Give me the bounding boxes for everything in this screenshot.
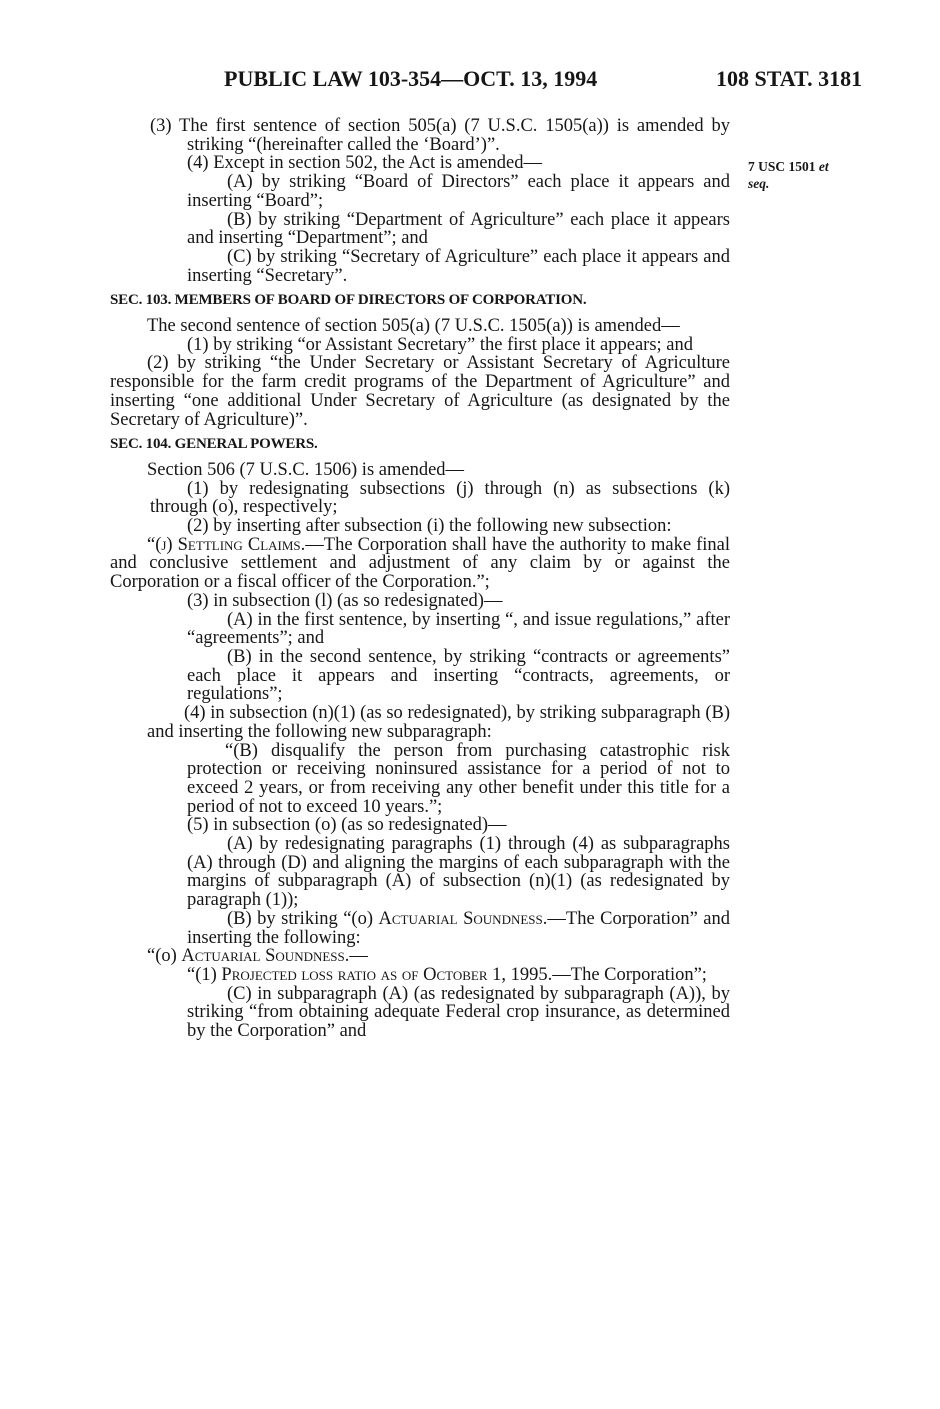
subparagraph-c: (C) by striking “Secretary of Agriculture” each place it appears and inserting “Secretary”. [187,246,730,286]
actuarial-lead: “(o) [147,946,182,967]
settling-claims-text: —The Corporation shall have the authority to make final and conclusive settlement and adjustment of any claim by or against the Corporation or a fiscal officer of the Corporation.”; [110,534,730,593]
section-104-item-2: (2) by inserting after subsection (i) the following new subsection: [187,516,672,537]
projected-loss-ratio [110,966,730,985]
projected-smallcaps: Projected loss ratio as of October 1, 1995 [221,964,548,985]
projected-lead: “(1) [187,964,222,985]
margin-citation [748,158,868,192]
section-103-item-2: (2) by striking “the Under Secretary or Assistant Secretary of Agriculture responsible for the farm credit programs of the Department of Agriculture” and inserting “one additional Under Secretary of Agriculture (as designated by the Secretary of Agriculture)”. [110,353,730,430]
paragraph-3: (3) The first sentence of section 505(a) (7 U.S.C. 1505(a)) is amended by striking “(hereinafter called the ‘Board’)”. [150,116,730,155]
actuarial-smallcaps: Actuarial Soundness [181,946,345,967]
section-103-item-1: (1) by striking “or Assistant Secretary” the first place it appears; and [187,334,694,355]
item-5-subparagraph-b [110,910,730,947]
quoted-subparagraph-b: “(B) disqualify the person from purchasing catastrophic risk protection or receiving noninsured assistance for a period of not to exceed 2 years, or from receiving any other benefit under this title for a period of not to exceed 10 years.”; [187,740,730,817]
section-103-heading: SEC. 103. MEMBERS OF BOARD OF DIRECTORS OF CORPORATION. [110,292,587,309]
actuarial-soundness-heading [110,947,730,966]
item-5-b-smallcaps: Actuarial Soundness [378,908,543,929]
item-5-b-tail: .—The Corporation” and inserting the following: [187,908,730,948]
body-text [110,117,730,1041]
item-3-subparagraph-a: (A) in the first sentence, by inserting “, and issue regulations,” after “agreements”; and [187,609,730,649]
statute-page-number: 108 STAT. 3181 [716,66,863,91]
actuarial-tail: .— [344,946,368,967]
margin-citation-seq: seq. [748,176,770,191]
item-5-b-lead: (B) by striking “(o) [227,908,379,929]
settling-claims-paragraph [110,536,730,592]
subparagraph-a: (A) by striking “Board of Directors” each place it appears and inserting “Board”; [187,172,730,211]
section-104-item-1: (1) by redesignating subsections (j) through (n) as subsections (k) through (o), respectively; [150,478,730,518]
item-3-subparagraph-b: (B) in the second sentence, by striking “contracts or agreements” each place it appears and inserting “contracts, agreements, or regulations”; [187,646,730,705]
section-103-intro: The second sentence of section 505(a) (7 U.S.C. 1505(a)) is amended— [147,316,680,337]
item-5-subparagraph-a: (A) by redesignating paragraphs (1) through (4) as subparagraphs (A) through (D) and aligning the margins of each subparagraph with the margins of subparagraph (A) of subsection (n)(1) (as redesignated by paragraph (1)); [187,834,730,911]
section-104-item-3: (3) in subsection (l) (as so redesignated)— [187,590,503,611]
settling-claims-heading: “(j) Settling Claims. [147,534,306,555]
section-104-heading: SEC. 104. GENERAL POWERS. [110,436,318,453]
section-104-intro: Section 506 (7 U.S.C. 1506) is amended— [147,459,465,480]
margin-citation-et: et [818,159,829,174]
paragraph-4: (4) Except in section 502, the Act is amended— [187,153,543,174]
page-header [0,66,940,96]
subparagraph-b: (B) by striking “Department of Agriculture” each place it appears and inserting “Department”; and [187,209,730,249]
section-104-item-4: (4) in subsection (n)(1) (as so redesignated), by striking subparagraph (B) and inserting the following new subparagraph: [147,703,730,742]
item-5-subparagraph-c: (C) in subparagraph (A) (as redesignated by subparagraph (A)), by striking “from obtaining adequate Federal crop insurance, as determined by the Corporation” and [187,983,730,1042]
margin-citation-code: 7 USC 1501 [748,159,816,174]
public-law-heading: PUBLIC LAW 103-354—OCT. 13, 1994 [224,66,598,91]
section-104-item-5: (5) in subsection (o) (as so redesignated)— [187,815,507,836]
projected-tail: .—The Corporation”; [547,964,707,985]
